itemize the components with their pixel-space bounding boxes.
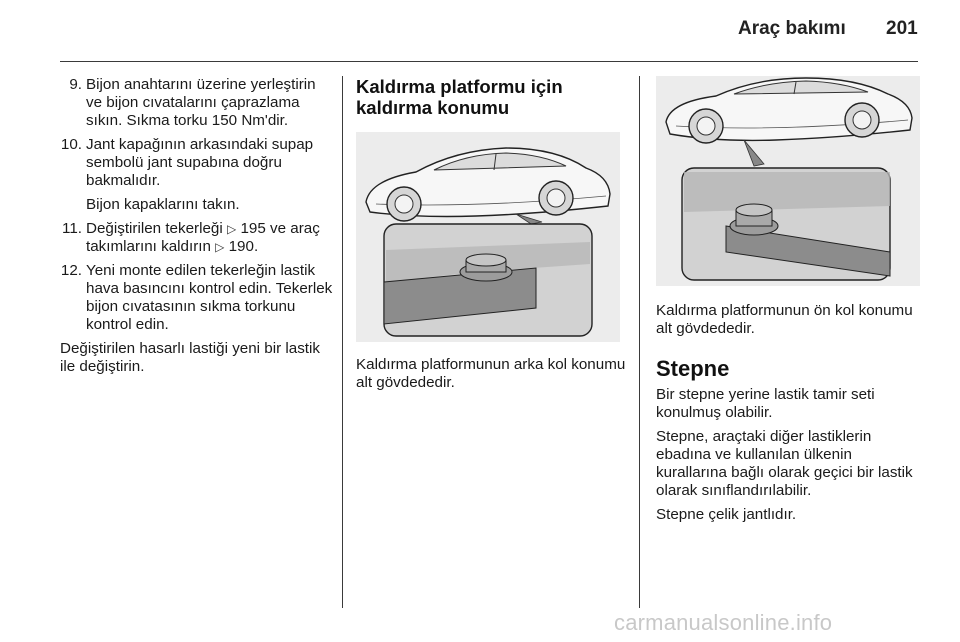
- step-text-part: ve araç takımlarını kaldırın: [86, 220, 320, 255]
- header-divider: [60, 61, 918, 62]
- page-reference-link[interactable]: 190.: [228, 238, 259, 255]
- figure-caption: Kaldırma platformunun arka kol konumu alt gövdededir.: [356, 356, 626, 391]
- column-2: [356, 76, 626, 392]
- section-heading-stepne: Stepne: [656, 356, 730, 381]
- watermark-text: carmanualsonline.info: [614, 610, 833, 635]
- step-text: [86, 220, 335, 256]
- column-1: [60, 76, 335, 376]
- step-list: [60, 76, 335, 334]
- step-number: 10.: [60, 136, 82, 153]
- step-number: 9.: [69, 76, 82, 93]
- step-text: Yeni monte edilen tekerleğin lastik hava basıncını kontrol edin. Tekerlek bijon cıvatasının sıkma torkunu kontrol edin.: [86, 262, 333, 333]
- column-divider-2: [639, 76, 640, 608]
- step-item: [60, 220, 335, 256]
- step-item: [60, 76, 335, 130]
- step-number: 12.: [60, 262, 82, 279]
- step-number: 11.: [62, 220, 82, 237]
- step-item: [60, 136, 335, 214]
- triangle-right-icon: ▷: [215, 240, 225, 254]
- step-item: [60, 262, 335, 334]
- step-text: Bijon kapaklarını takın.: [86, 196, 240, 213]
- car-front-lift-illustration: [656, 76, 920, 286]
- car-rear-lift-illustration: [356, 132, 620, 342]
- section-heading: Kaldırma platformu için kaldırma konumu: [356, 76, 563, 118]
- paragraph: Stepne, araçtaki diğer lastiklerin ebadına ve kullanılan ülkenin kurallarına bağlı olarak geçici bir lastik olarak sınıflandırılabilir.: [656, 428, 913, 499]
- rear-lift-point-figure: [356, 132, 620, 342]
- page-title: Araç bakımı: [738, 18, 846, 39]
- page-reference-link[interactable]: 195: [240, 220, 266, 237]
- front-lift-point-figure: [656, 76, 920, 286]
- step-text-part: Değiştirilen tekerleği: [86, 220, 227, 237]
- step-text: Jant kapağının arkasındaki supap sembolü jant supabına doğru bakmalıdır.: [86, 136, 314, 189]
- paragraph: Bir stepne yerine lastik tamir seti konulmuş olabilir.: [656, 386, 875, 421]
- figure-caption: Kaldırma platformunun ön kol konumu alt gövdededir.: [656, 302, 913, 337]
- step-text: Bijon anahtarını üzerine yerleştirin ve bijon cıvatalarını çaprazlama sıkın. Sıkma torku 150 Nm'dir.: [86, 76, 316, 129]
- column-divider-1: [342, 76, 343, 608]
- paragraph: Stepne çelik jantlıdır.: [656, 506, 797, 523]
- closing-paragraph: Değiştirilen hasarlı lastiği yeni bir lastik ile değiştirin.: [60, 340, 320, 375]
- page-number: 201: [886, 18, 918, 39]
- column-3: [656, 76, 921, 524]
- triangle-right-icon: ▷: [226, 222, 237, 236]
